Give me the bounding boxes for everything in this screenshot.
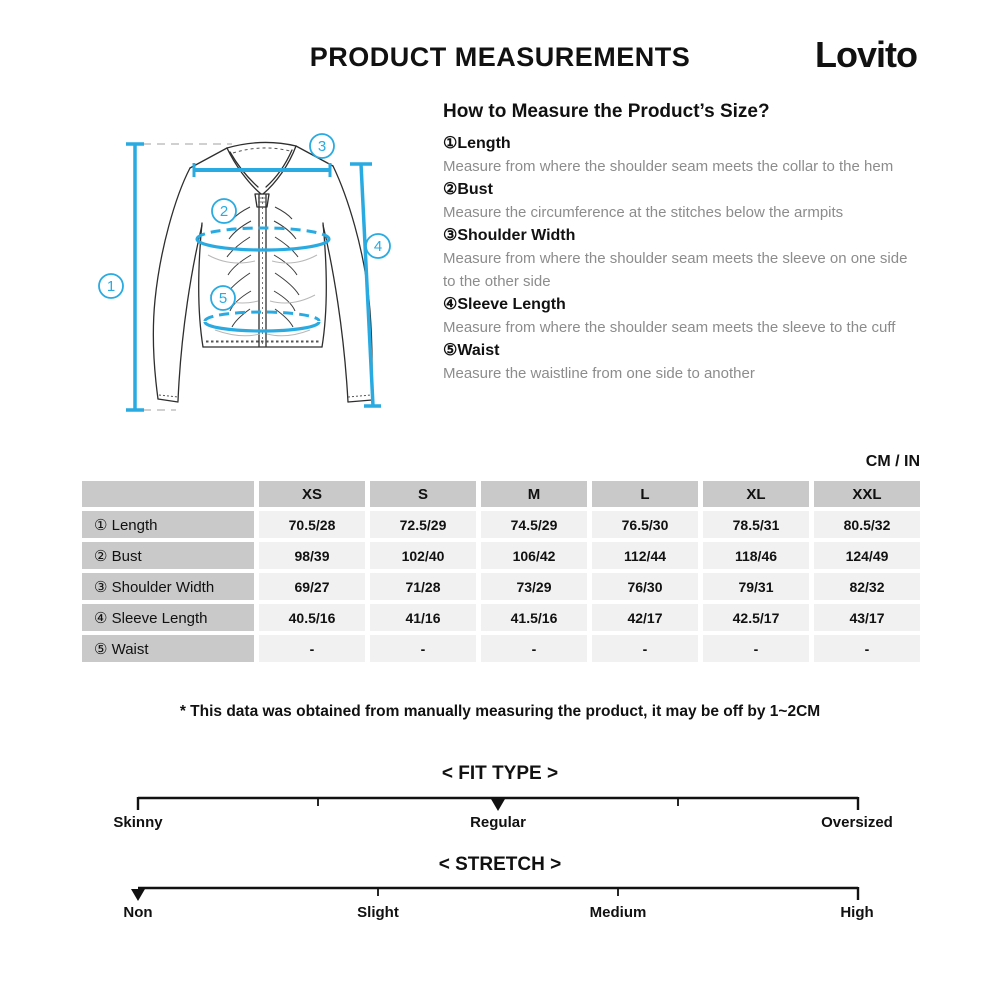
table-value-cell: 112/44 [592,542,698,569]
table-value-cell: 76.5/30 [592,511,698,538]
footnote: * This data was obtained from manually measuring the product, it may be off by 1~2CM [179,703,821,720]
table-value-cell: 124/49 [814,542,920,569]
size-column-header: XL [703,481,809,507]
measure-step-label: ③Shoulder Width [443,227,576,244]
table-value-cell: 102/40 [370,542,476,569]
size-column-header: XS [259,481,365,507]
table-value-cell: - [481,635,587,662]
size-column-header: S [370,481,476,507]
stretch-label-non: Non [123,904,153,921]
table-value-cell: 106/42 [481,542,587,569]
table-value-cell: 82/32 [814,573,920,600]
svg-text:1: 1 [106,278,116,295]
page-title: PRODUCT MEASUREMENTS [309,42,691,72]
garment-diagram [80,115,420,445]
stretch-label-slight: Slight [357,904,399,921]
table-value-cell: - [703,635,809,662]
stitch-lines [159,148,371,397]
stretch-label-medium: Medium [589,904,647,921]
fit-type-scale [130,796,870,816]
stretch-label-high: High [840,904,874,921]
table-value-cell: 70.5/28 [259,511,365,538]
measure-step-label: ①Length [443,135,511,152]
fit-label-skinny: Skinny [113,814,163,831]
size-column-header: M [481,481,587,507]
unit-label: CM / IN [865,453,920,470]
marker-5-waist [211,286,235,310]
measure-step-desc: Measure the circumference at the stitches below the armpits [443,204,844,221]
svg-text:5: 5 [218,290,228,307]
marker-3-shoulder [310,134,334,158]
marker-1-length [99,274,123,298]
bust-measure-ellipse [197,228,329,239]
table-value-cell: 42.5/17 [703,604,809,631]
table-value-cell: 73/29 [481,573,587,600]
stretch-title: < STRETCH > [438,854,562,875]
fit-label-regular: Regular [470,814,526,831]
waist-measure-ellipse [205,312,319,321]
table-value-cell: - [814,635,920,662]
table-row-label: ② Bust [82,542,254,569]
fit-label-oversized: Oversized [821,814,893,831]
how-to-title: How to Measure the Product’s Size? [443,101,770,122]
table-row-label: ⑤ Waist [82,635,254,662]
table-value-cell: 78.5/31 [703,511,809,538]
fit-type-title: < FIT TYPE > [441,763,559,784]
table-corner-cell [82,481,254,507]
brand-logo: Lovito [815,34,917,75]
guide-dashes [143,144,232,410]
size-column-header: XXL [814,481,920,507]
table-value-cell: 41.5/16 [481,604,587,631]
how-to-section [443,101,923,385]
size-column-header: L [592,481,698,507]
table-value-cell: 43/17 [814,604,920,631]
table-value-cell: 98/39 [259,542,365,569]
measure-step-desc: Measure the waistline from one side to another [443,365,755,382]
how-to-items [443,132,923,385]
measure-step-label: ⑤Waist [443,342,500,359]
measure-step-label: ②Bust [443,181,493,198]
stretch-marker-triangle [131,889,145,901]
svg-text:3: 3 [317,138,327,155]
table-value-cell: 40.5/16 [259,604,365,631]
svg-text:4: 4 [373,238,383,255]
table-row-label: ④ Sleeve Length [82,604,254,631]
marker-2-bust [212,199,236,223]
table-value-cell: 118/46 [703,542,809,569]
measure-lines [126,144,381,410]
table-value-cell: 79/31 [703,573,809,600]
sleeve-measure-line [361,164,373,406]
measure-step-desc: Measure from where the shoulder seam meets the collar to the hem [443,158,894,175]
table-value-cell: 69/27 [259,573,365,600]
stretch-scale [130,886,870,906]
measure-step-desc: Measure from where the shoulder seam meets the sleeve on one side to the other side [443,250,908,290]
table-value-cell: 80.5/32 [814,511,920,538]
svg-text:2: 2 [219,203,229,220]
marker-4-sleeve [366,234,390,258]
table-value-cell: - [259,635,365,662]
table-value-cell: 41/16 [370,604,476,631]
table-value-cell: 74.5/29 [481,511,587,538]
table-value-cell: 72.5/29 [370,511,476,538]
table-value-cell: 71/28 [370,573,476,600]
table-value-cell: - [592,635,698,662]
table-row-label: ③ Shoulder Width [82,573,254,600]
diagram-markers [99,134,390,310]
table-value-cell: 76/30 [592,573,698,600]
measure-step-desc: Measure from where the shoulder seam meets the sleeve to the cuff [443,319,896,336]
size-table [82,481,920,662]
measure-step-label: ④Sleeve Length [443,296,566,313]
fit-type-marker-triangle [491,799,505,811]
table-value-cell: 42/17 [592,604,698,631]
table-value-cell: - [370,635,476,662]
table-row-label: ① Length [82,511,254,538]
